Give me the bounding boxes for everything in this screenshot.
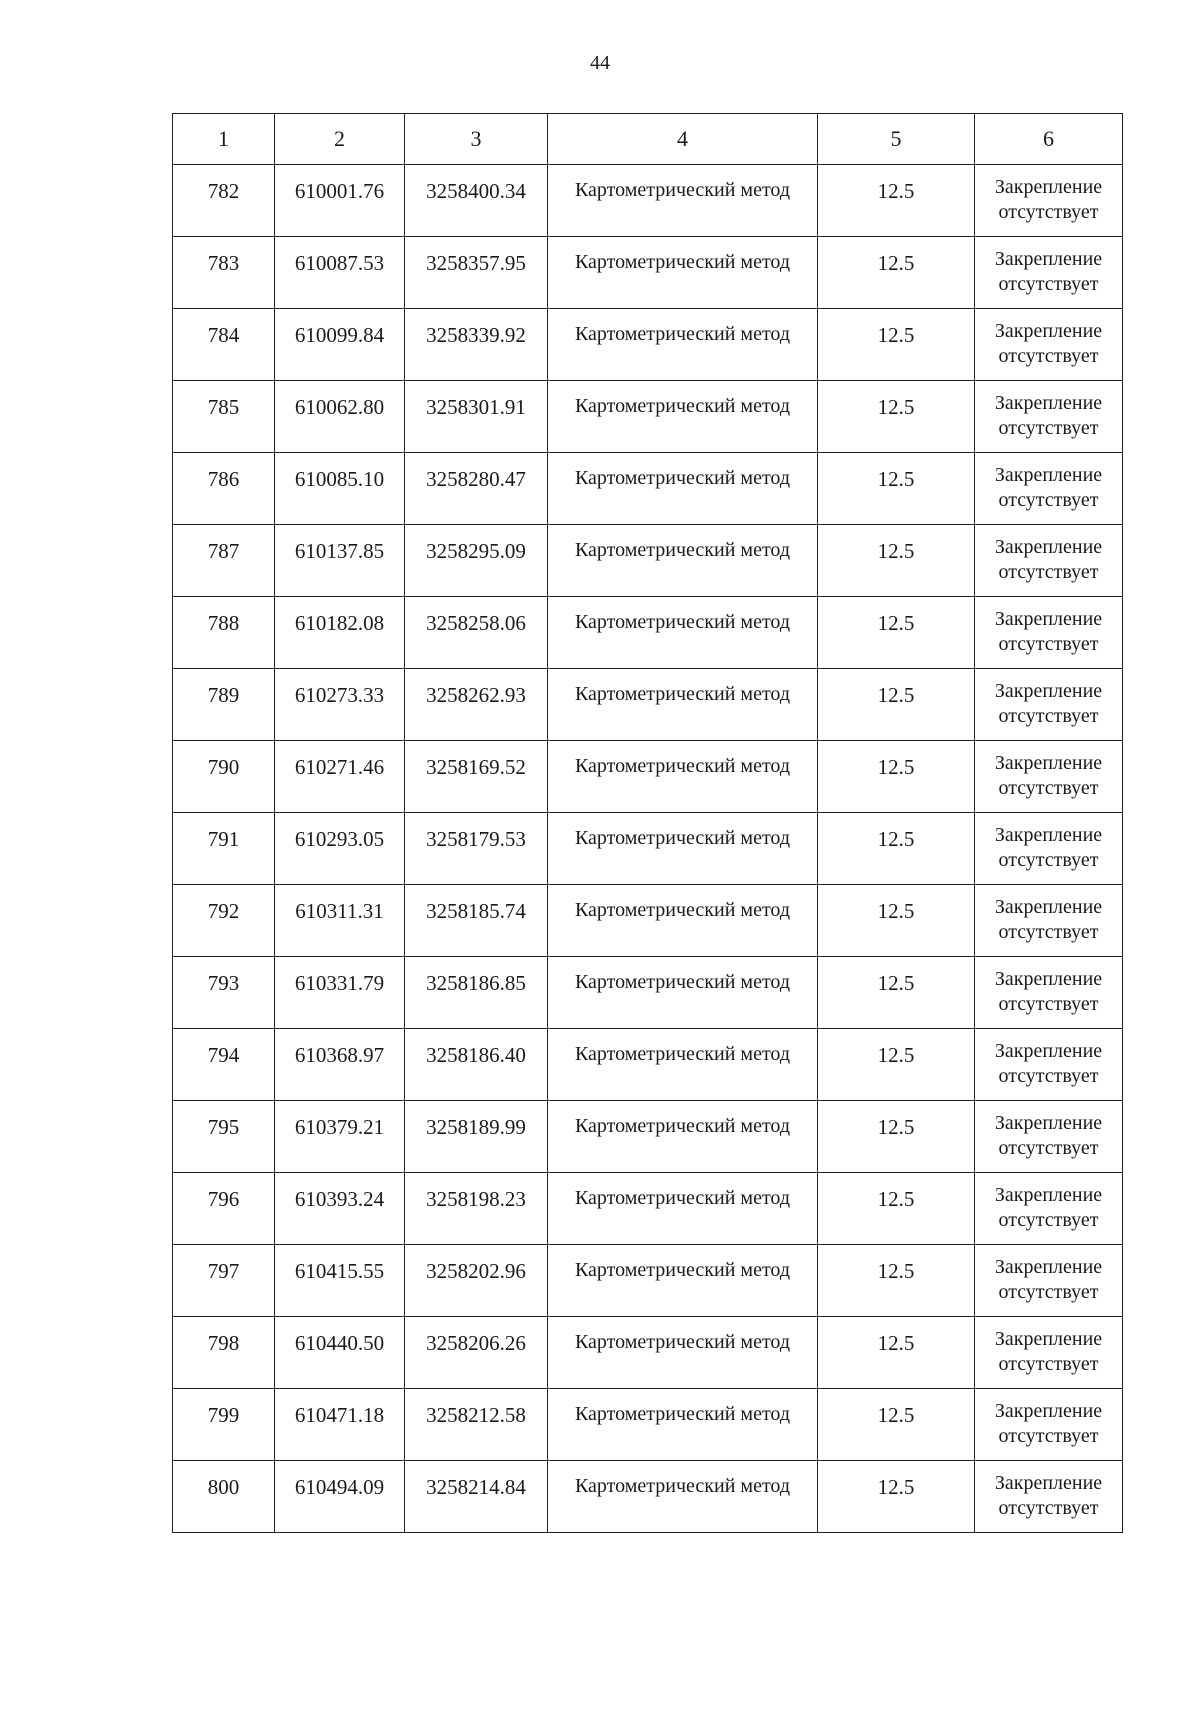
x-coordinate-cell: 610331.79 (275, 957, 405, 1029)
point-number-cell: 783 (173, 237, 275, 309)
method-cell: Картометрический метод (548, 381, 818, 453)
method-cell: Картометрический метод (548, 1101, 818, 1173)
table-row (173, 813, 1123, 885)
y-coordinate-cell: 3258357.95 (405, 237, 548, 309)
x-coordinate-cell: 610368.97 (275, 1029, 405, 1101)
y-coordinate-cell: 3258186.85 (405, 957, 548, 1029)
point-number-cell: 793 (173, 957, 275, 1029)
table-row (173, 597, 1123, 669)
x-coordinate-cell: 610099.84 (275, 309, 405, 381)
table-row (173, 237, 1123, 309)
x-coordinate-cell: 610471.18 (275, 1389, 405, 1461)
x-coordinate-cell: 610293.05 (275, 813, 405, 885)
point-number-cell: 797 (173, 1245, 275, 1317)
accuracy-cell: 12.5 (818, 165, 975, 237)
accuracy-cell: 12.5 (818, 1317, 975, 1389)
y-coordinate-cell: 3258202.96 (405, 1245, 548, 1317)
page-number: 44 (590, 52, 610, 74)
table-row (173, 309, 1123, 381)
x-coordinate-cell: 610494.09 (275, 1461, 405, 1533)
y-coordinate-cell: 3258339.92 (405, 309, 548, 381)
accuracy-cell: 12.5 (818, 1173, 975, 1245)
accuracy-cell: 12.5 (818, 1245, 975, 1317)
method-cell: Картометрический метод (548, 309, 818, 381)
accuracy-cell: 12.5 (818, 381, 975, 453)
fixation-cell: Закрепление отсутствует (975, 165, 1123, 237)
table-row (173, 165, 1123, 237)
table-row (173, 525, 1123, 597)
accuracy-cell: 12.5 (818, 1389, 975, 1461)
method-cell: Картометрический метод (548, 741, 818, 813)
fixation-cell: Закрепление отсутствует (975, 957, 1123, 1029)
method-cell: Картометрический метод (548, 597, 818, 669)
x-coordinate-cell: 610001.76 (275, 165, 405, 237)
table-row (173, 669, 1123, 741)
method-cell: Картометрический метод (548, 885, 818, 957)
accuracy-cell: 12.5 (818, 1101, 975, 1173)
table-row (173, 1101, 1123, 1173)
accuracy-cell: 12.5 (818, 1029, 975, 1101)
point-number-cell: 796 (173, 1173, 275, 1245)
fixation-cell: Закрепление отсутствует (975, 1101, 1123, 1173)
method-cell: Картометрический метод (548, 1389, 818, 1461)
table-row (173, 1173, 1123, 1245)
table-header-row (173, 114, 1123, 165)
table-row (173, 381, 1123, 453)
point-number-cell: 798 (173, 1317, 275, 1389)
column-header: 1 (173, 114, 275, 165)
fixation-cell: Закрепление отсутствует (975, 885, 1123, 957)
point-number-cell: 782 (173, 165, 275, 237)
table-row (173, 1317, 1123, 1389)
method-cell: Картометрический метод (548, 669, 818, 741)
x-coordinate-cell: 610062.80 (275, 381, 405, 453)
table-row (173, 885, 1123, 957)
fixation-cell: Закрепление отсутствует (975, 813, 1123, 885)
fixation-cell: Закрепление отсутствует (975, 1461, 1123, 1533)
column-header: 5 (818, 114, 975, 165)
x-coordinate-cell: 610415.55 (275, 1245, 405, 1317)
fixation-cell: Закрепление отсутствует (975, 1317, 1123, 1389)
accuracy-cell: 12.5 (818, 885, 975, 957)
table-row (173, 1245, 1123, 1317)
point-number-cell: 794 (173, 1029, 275, 1101)
point-number-cell: 788 (173, 597, 275, 669)
fixation-cell: Закрепление отсутствует (975, 525, 1123, 597)
y-coordinate-cell: 3258214.84 (405, 1461, 548, 1533)
column-header: 6 (975, 114, 1123, 165)
x-coordinate-cell: 610273.33 (275, 669, 405, 741)
method-cell: Картометрический метод (548, 1245, 818, 1317)
accuracy-cell: 12.5 (818, 525, 975, 597)
fixation-cell: Закрепление отсутствует (975, 453, 1123, 525)
point-number-cell: 791 (173, 813, 275, 885)
y-coordinate-cell: 3258280.47 (405, 453, 548, 525)
x-coordinate-cell: 610393.24 (275, 1173, 405, 1245)
accuracy-cell: 12.5 (818, 813, 975, 885)
point-number-cell: 792 (173, 885, 275, 957)
fixation-cell: Закрепление отсутствует (975, 1245, 1123, 1317)
y-coordinate-cell: 3258262.93 (405, 669, 548, 741)
fixation-cell: Закрепление отсутствует (975, 1173, 1123, 1245)
column-header: 3 (405, 114, 548, 165)
point-number-cell: 785 (173, 381, 275, 453)
method-cell: Картометрический метод (548, 525, 818, 597)
x-coordinate-cell: 610379.21 (275, 1101, 405, 1173)
fixation-cell: Закрепление отсутствует (975, 1029, 1123, 1101)
point-number-cell: 787 (173, 525, 275, 597)
y-coordinate-cell: 3258258.06 (405, 597, 548, 669)
y-coordinate-cell: 3258198.23 (405, 1173, 548, 1245)
x-coordinate-cell: 610182.08 (275, 597, 405, 669)
y-coordinate-cell: 3258400.34 (405, 165, 548, 237)
fixation-cell: Закрепление отсутствует (975, 237, 1123, 309)
coordinates-table (172, 113, 1123, 1533)
table-row (173, 1389, 1123, 1461)
y-coordinate-cell: 3258186.40 (405, 1029, 548, 1101)
column-header: 4 (548, 114, 818, 165)
accuracy-cell: 12.5 (818, 741, 975, 813)
accuracy-cell: 12.5 (818, 309, 975, 381)
point-number-cell: 789 (173, 669, 275, 741)
y-coordinate-cell: 3258169.52 (405, 741, 548, 813)
x-coordinate-cell: 610085.10 (275, 453, 405, 525)
table-row (173, 741, 1123, 813)
x-coordinate-cell: 610137.85 (275, 525, 405, 597)
y-coordinate-cell: 3258206.26 (405, 1317, 548, 1389)
fixation-cell: Закрепление отсутствует (975, 597, 1123, 669)
table-row (173, 1461, 1123, 1533)
y-coordinate-cell: 3258301.91 (405, 381, 548, 453)
fixation-cell: Закрепление отсутствует (975, 1389, 1123, 1461)
y-coordinate-cell: 3258185.74 (405, 885, 548, 957)
method-cell: Картометрический метод (548, 1029, 818, 1101)
y-coordinate-cell: 3258179.53 (405, 813, 548, 885)
x-coordinate-cell: 610311.31 (275, 885, 405, 957)
point-number-cell: 786 (173, 453, 275, 525)
table-row (173, 1029, 1123, 1101)
accuracy-cell: 12.5 (818, 597, 975, 669)
method-cell: Картометрический метод (548, 1317, 818, 1389)
y-coordinate-cell: 3258189.99 (405, 1101, 548, 1173)
accuracy-cell: 12.5 (818, 1461, 975, 1533)
fixation-cell: Закрепление отсутствует (975, 669, 1123, 741)
fixation-cell: Закрепление отсутствует (975, 381, 1123, 453)
accuracy-cell: 12.5 (818, 237, 975, 309)
accuracy-cell: 12.5 (818, 957, 975, 1029)
point-number-cell: 799 (173, 1389, 275, 1461)
method-cell: Картометрический метод (548, 165, 818, 237)
column-header: 2 (275, 114, 405, 165)
x-coordinate-cell: 610440.50 (275, 1317, 405, 1389)
point-number-cell: 795 (173, 1101, 275, 1173)
y-coordinate-cell: 3258212.58 (405, 1389, 548, 1461)
method-cell: Картометрический метод (548, 237, 818, 309)
point-number-cell: 790 (173, 741, 275, 813)
x-coordinate-cell: 610271.46 (275, 741, 405, 813)
method-cell: Картометрический метод (548, 1461, 818, 1533)
accuracy-cell: 12.5 (818, 453, 975, 525)
fixation-cell: Закрепление отсутствует (975, 741, 1123, 813)
point-number-cell: 784 (173, 309, 275, 381)
x-coordinate-cell: 610087.53 (275, 237, 405, 309)
method-cell: Картометрический метод (548, 1173, 818, 1245)
accuracy-cell: 12.5 (818, 669, 975, 741)
method-cell: Картометрический метод (548, 957, 818, 1029)
method-cell: Картометрический метод (548, 453, 818, 525)
y-coordinate-cell: 3258295.09 (405, 525, 548, 597)
table-row (173, 453, 1123, 525)
table-row (173, 957, 1123, 1029)
fixation-cell: Закрепление отсутствует (975, 309, 1123, 381)
table-body (173, 165, 1123, 1533)
method-cell: Картометрический метод (548, 813, 818, 885)
point-number-cell: 800 (173, 1461, 275, 1533)
